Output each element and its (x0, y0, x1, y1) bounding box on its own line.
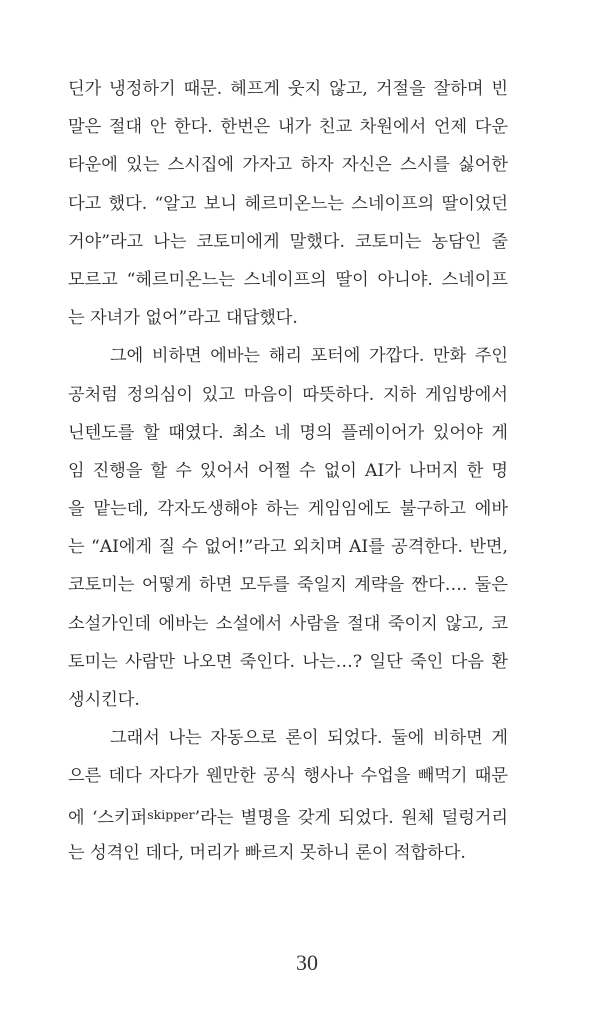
text-line-with-gloss (68, 796, 508, 834)
body-text (68, 70, 508, 872)
text-line: 을 맡는데, 각자도생해야 하는 게임임에도 불구하고 에바 (68, 499, 508, 520)
text-line: 닌텐도를 할 때였다. 최소 네 명의 플레이어가 있어야 게 (68, 422, 508, 443)
text-line: 말은 절대 안 한다. 한번은 내가 친교 차원에서 언제 다운 (68, 117, 508, 138)
page-number: 30 (296, 950, 318, 975)
gloss-superscript: skipper (147, 806, 195, 822)
text-line: 공처럼 정의심이 있고 마음이 따뜻하다. 지하 게임방에서 (68, 384, 508, 405)
text-line: 모르고 “헤르미온느는 스네이프의 딸이 아니야. 스네이프 (68, 269, 508, 290)
text-line-indented: 그래서 나는 자동으로 론이 되었다. 둘에 비하면 게 (110, 728, 508, 749)
text-line: 는 성격인 데다, 머리가 빠르지 못하니 론이 적합하다. (68, 842, 466, 863)
text-line: 타운에 있는 스시집에 가자고 하자 자신은 스시를 싫어한 (68, 155, 508, 176)
text-line: 코토미는 어떻게 하면 모두를 죽일지 계략을 짠다…. 둘은 (68, 575, 508, 596)
text-line: 다고 했다. “알고 보니 헤르미온느는 스네이프의 딸이었던 (68, 193, 508, 214)
text-line: 토미는 사람만 나오면 죽인다. 나는…? 일단 죽인 다음 환 (68, 651, 508, 672)
text-line: 소설가인데 에바는 소설에서 사람을 절대 죽이지 않고, 코 (68, 613, 508, 634)
text-line: 으른 데다 자다가 웬만한 공식 행사나 수업을 빼먹기 때문 (68, 766, 508, 787)
gloss-before: 에 ‘스키퍼 (68, 807, 148, 828)
text-line: 는 자녀가 없어”라고 대답했다. (68, 308, 298, 329)
text-line: 는 “AI에게 질 수 없어!”라고 외치며 AI를 공격한다. 반면, (68, 537, 508, 558)
gloss-after: ’라는 별명을 갖게 되었다. 원체 덜렁거리 (194, 807, 508, 828)
text-line: 딘가 냉정하기 때문. 헤프게 웃지 않고, 거절을 잘하며 빈 (68, 79, 508, 99)
text-line: 거야”라고 나는 코토미에게 말했다. 코토미는 농담인 줄 (68, 231, 508, 252)
text-line: 임 진행을 할 수 있어서 어쩔 수 없이 AI가 나머지 한 명 (68, 460, 508, 481)
text-line-indented: 그에 비하면 에바는 해리 포터에 가깝다. 만화 주인 (110, 346, 508, 367)
text-line: 생시킨다. (68, 690, 140, 710)
